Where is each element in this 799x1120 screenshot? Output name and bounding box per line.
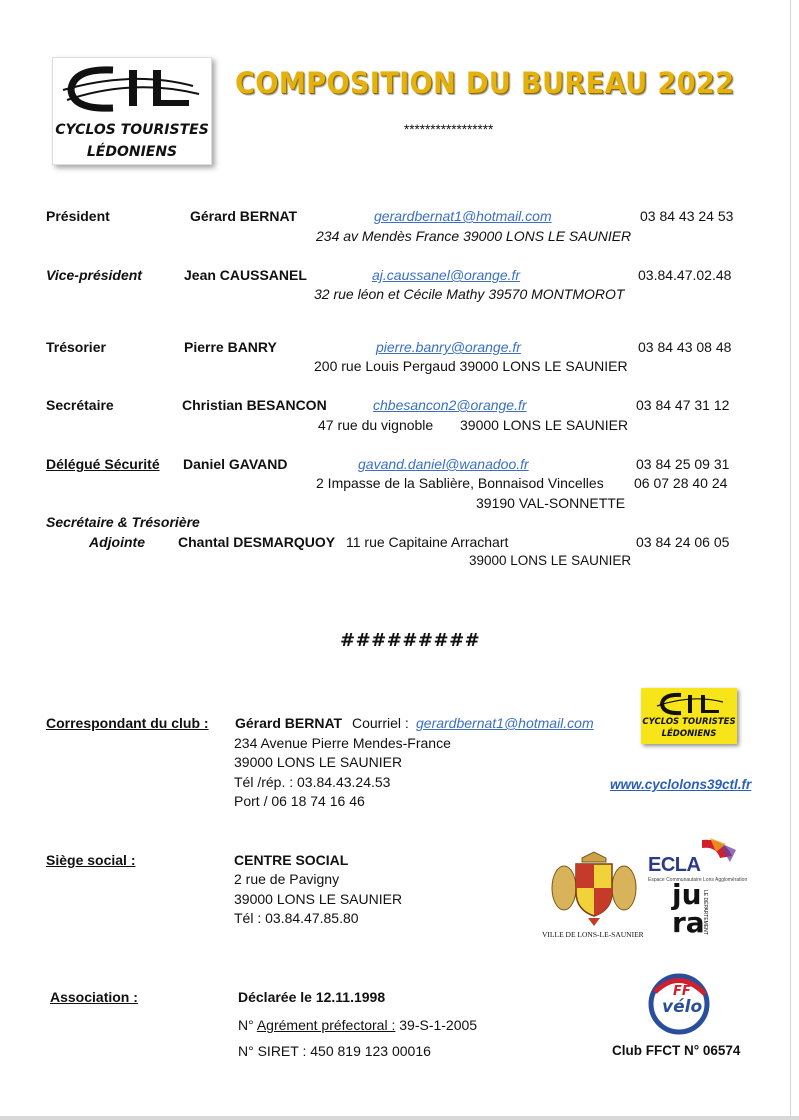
website-link[interactable]: www.cyclolons39ctl.fr [610,777,752,792]
email-tresorier[interactable]: pierre.banry@orange.fr [376,339,521,355]
phone-adjointe: 03 84 24 06 05 [636,534,730,550]
name-adjointe: Chantal DESMARQUOY [178,534,336,550]
correspondant-address1: 234 Avenue Pierre Mendes-France [234,735,451,751]
title-separator: ***************** [404,122,494,137]
page-edge [790,0,791,1120]
ville-logo-text: VILLE DE LONS-LE-SAUNIER [542,930,644,939]
ctl-small-logo-mark [641,690,737,718]
name-vice-president: Jean CAUSSANEL [184,267,307,283]
phone-secretaire: 03 84 47 31 12 [636,397,730,413]
address-secretaire-street: 47 rue du vignoble [318,417,434,433]
email-vice-president[interactable]: aj.caussanel@orange.fr [372,267,521,283]
agrement-value: 39-S-1-2005 [399,1017,478,1033]
ecla-subtext: Espace Communautaire Lons Agglomération [648,877,748,883]
courriel-label: Courriel : [352,715,409,731]
siege-address1: 2 rue de Pavigny [234,871,340,887]
name-president: Gérard BERNAT [190,208,298,224]
logo-line2: LÉDONIENS [86,144,178,160]
siege-name: CENTRE SOCIAL [234,852,349,868]
address-vice-president: 32 rue léon et Cécile Mathy 39570 MONTMOROT [314,286,625,302]
page-title: COMPOSITION DU BUREAU 2022 [235,66,735,100]
correspondant-port: Port / 06 18 74 16 46 [234,793,365,809]
address-secretaire-city: 39000 LONS LE SAUNIER [460,417,629,433]
jura-bottom-text: ra [672,906,705,939]
name-secretaire: Christian BESANCON [182,397,327,413]
phone-delegue-securite: 03 84 25 09 31 [636,456,730,472]
role-secretaire-tresoriere: Secrétaire & Trésorière [46,514,200,530]
phone-president: 03 84 43 24 53 [640,208,734,224]
phone-tresorier: 03 84 43 08 48 [638,339,732,355]
ville-lons-logo [542,848,644,940]
coat-of-arms-icon [548,848,640,930]
ecla-text: ECLA [648,854,701,876]
role-adjointe: Adjointe [89,534,145,550]
ffvelo-velo-text: vélo [662,997,703,1017]
section-divider: ######### [340,630,481,651]
email-secretaire[interactable]: chbesancon2@orange.fr [373,397,527,413]
siege-tel: Tél : 03.84.47.85.80 [234,910,359,926]
agrement-prefix: N° [238,1017,254,1033]
jura-side-text: LE DÉPARTEMENT [702,890,708,935]
correspondant-tel: Tél /rép. : 03.84.43.24.53 [234,774,391,790]
address-adjointe-line2: 39000 LONS LE SAUNIER [469,553,632,568]
correspondant-email[interactable]: gerardbernat1@hotmail.com [416,715,594,731]
role-secretaire: Secrétaire [46,397,114,413]
role-president: Président [46,208,110,224]
correspondant-label: Correspondant du club : [46,715,209,731]
jura-top-text: ju [672,878,702,911]
ffvelo-logo [645,972,713,1036]
logo-line1: CYCLOS TOURISTES [55,122,209,138]
phone2-delegue-securite: 06 07 28 40 24 [634,475,728,491]
address-delegue-line2: 39190 VAL-SONNETTE [476,495,626,511]
name-delegue-securite: Daniel GAVAND [183,456,288,472]
role-tresorier: Trésorier [46,339,106,355]
small-logo-line1: CYCLOS TOURISTES [642,717,736,727]
ctl-small-logo [641,688,737,744]
small-logo-line2: LÉDONIENS [661,729,717,739]
ctl-logo [52,57,212,165]
address-tresorier: 200 rue Louis Pergaud 39000 LONS LE SAUNIER [314,358,628,374]
siege-address2: 39000 LONS LE SAUNIER [234,891,403,907]
correspondant-name: Gérard BERNAT [235,715,343,731]
association-declared: Déclarée le 12.11.1998 [238,989,386,1005]
correspondant-address2: 39000 LONS LE SAUNIER [234,754,403,770]
role-vice-president: Vice-président [46,267,142,283]
agrement-label: Agrément préfectoral : [256,1017,396,1033]
siret-line: N° SIRET : 450 819 123 00016 [238,1043,431,1059]
phone-vice-president: 03.84.47.02.48 [638,267,732,283]
club-ffct-number: Club FFCT N° 06574 [612,1043,741,1058]
agrement-line [238,1017,477,1033]
address-delegue-line1: 2 Impasse de la Sablière, Bonnaisod Vincelles [316,475,604,491]
role-delegue-securite: Délégué Sécurité [46,456,160,472]
jura-logo [672,878,720,946]
name-tresorier: Pierre BANRY [184,339,277,355]
address-adjointe-line1: 11 rue Capitaine Arrachart [346,534,509,550]
page-bottom-edge [0,1116,799,1120]
email-president[interactable]: gerardbernat1@hotmail.com [374,208,552,224]
association-label: Association : [50,989,138,1005]
ffvelo-ff-text: FF [673,984,691,999]
address-president: 234 av Mendès France 39000 LONS LE SAUNIER [316,228,632,244]
siege-label: Siège social : [46,852,136,868]
ctl-logo-mark [53,60,211,122]
email-delegue-securite[interactable]: gavand.daniel@wanadoo.fr [358,456,529,472]
